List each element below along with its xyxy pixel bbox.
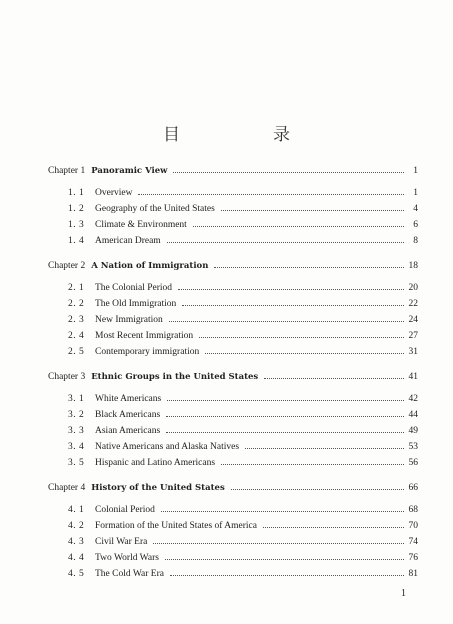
chapter-number-value: 3 <box>80 372 86 382</box>
section-page: 68 <box>408 505 418 515</box>
section-number: 4. 3 <box>68 537 85 547</box>
chapter-number-value: 2 <box>80 261 86 271</box>
section-page: 6 <box>413 220 418 230</box>
section-title: Contemporary immigration <box>95 347 200 357</box>
leader-dots <box>221 464 404 465</box>
chapter-title: A Nation of Immigration <box>91 261 209 271</box>
section-number: 3. 1 <box>68 394 85 404</box>
section-page: 44 <box>408 410 418 420</box>
section-number: 2. 1 <box>68 283 85 293</box>
section-page: 49 <box>408 426 418 436</box>
leader-dots <box>138 194 404 195</box>
leader-dots <box>167 242 404 243</box>
toc-section-row[interactable] <box>48 185 418 201</box>
leader-dots <box>161 511 404 512</box>
toc-section-row[interactable] <box>48 550 418 566</box>
leader-dots <box>245 448 404 449</box>
chapter-label: Chapter <box>48 372 79 382</box>
toc-section-row[interactable] <box>48 296 418 312</box>
section-title: The Old Immigration <box>95 299 177 309</box>
section-page: 24 <box>408 315 418 325</box>
section-title: Colonial Period <box>95 505 155 515</box>
toc-section-row[interactable] <box>48 280 418 296</box>
toc-section-row[interactable] <box>48 423 418 439</box>
toc-chapter-row[interactable] <box>48 369 418 385</box>
section-title: Climate & Environment <box>95 220 187 230</box>
chapter-title: Ethnic Groups in the United States <box>91 372 259 382</box>
chapter-page: 1 <box>413 166 418 176</box>
toc-section-row[interactable] <box>48 391 418 407</box>
chapter-number <box>48 258 85 274</box>
toc-chapter-row[interactable] <box>48 163 418 179</box>
toc-section-row[interactable] <box>48 312 418 328</box>
leader-dots <box>153 543 404 544</box>
chapter-label: Chapter <box>48 166 79 176</box>
section-page: 22 <box>408 299 418 309</box>
leader-dots <box>166 416 404 417</box>
leader-dots <box>221 210 404 211</box>
section-page: 31 <box>408 347 418 357</box>
toc-section-row[interactable] <box>48 455 418 471</box>
leader-dots <box>214 267 404 268</box>
page-title: 目 录 <box>163 125 328 144</box>
chapter-label: Chapter <box>48 261 79 271</box>
section-number: 4. 2 <box>68 521 85 531</box>
section-title: New Immigration <box>95 315 163 325</box>
leader-dots <box>231 489 404 490</box>
section-number: 2. 4 <box>68 331 85 341</box>
section-title: White Americans <box>95 394 162 404</box>
section-number: 1. 3 <box>68 220 85 230</box>
section-title: Overview <box>95 188 133 198</box>
leader-dots <box>173 172 404 173</box>
section-number: 2. 5 <box>68 347 85 357</box>
leader-dots <box>182 305 404 306</box>
leader-dots <box>205 353 404 354</box>
section-number: 4. 1 <box>68 505 85 515</box>
chapter-page: 66 <box>408 483 418 493</box>
section-number: 3. 3 <box>68 426 85 436</box>
leader-dots <box>165 559 404 560</box>
section-title: Civil War Era <box>95 537 148 547</box>
section-page: 70 <box>408 521 418 531</box>
section-page: 56 <box>408 458 418 468</box>
toc-chapter-row[interactable] <box>48 480 418 496</box>
table-of-contents <box>48 163 418 582</box>
section-number: 3. 5 <box>68 458 85 468</box>
section-title: Two World Wars <box>95 553 159 563</box>
toc-chapter-row[interactable] <box>48 258 418 274</box>
toc-section-row[interactable] <box>48 217 418 233</box>
chapter-number <box>48 163 85 179</box>
chapter-title: Panoramic View <box>91 166 168 176</box>
chapter-page: 18 <box>408 261 418 271</box>
leader-dots <box>178 289 404 290</box>
chapter-number-value: 4 <box>80 483 86 493</box>
toc-section-row[interactable] <box>48 518 418 534</box>
section-number: 1. 4 <box>68 236 85 246</box>
leader-dots <box>166 432 404 433</box>
section-title: Asian Americans <box>95 426 161 436</box>
leader-dots <box>169 321 404 322</box>
toc-section-row[interactable] <box>48 502 418 518</box>
section-page: 42 <box>408 394 418 404</box>
toc-section-row[interactable] <box>48 344 418 360</box>
section-title: Most Recent Immigration <box>95 331 194 341</box>
chapter-number-value: 1 <box>80 166 86 176</box>
toc-section-row[interactable] <box>48 534 418 550</box>
section-page: 27 <box>408 331 418 341</box>
toc-section-row[interactable] <box>48 233 418 249</box>
section-number: 3. 4 <box>68 442 85 452</box>
section-title: Black Americans <box>95 410 161 420</box>
leader-dots <box>167 400 404 401</box>
section-page: 8 <box>413 236 418 246</box>
page-number: 1 <box>401 588 406 599</box>
leader-dots <box>193 226 404 227</box>
section-page: 76 <box>408 553 418 563</box>
leader-dots <box>170 575 404 576</box>
section-page: 74 <box>408 537 418 547</box>
section-title: Native Americans and Alaska Natives <box>95 442 240 452</box>
toc-section-row[interactable] <box>48 201 418 217</box>
toc-section-row[interactable] <box>48 566 418 582</box>
section-title: Hispanic and Latino Americans <box>95 458 216 468</box>
chapter-title: History of the United States <box>91 483 225 493</box>
toc-section-row[interactable] <box>48 407 418 423</box>
leader-dots <box>199 337 404 338</box>
section-number: 2. 2 <box>68 299 85 309</box>
section-number: 1. 2 <box>68 204 85 214</box>
section-title: The Cold War Era <box>95 569 164 579</box>
toc-section-row[interactable] <box>48 328 418 344</box>
section-page: 81 <box>408 569 418 579</box>
section-number: 1. 1 <box>68 188 85 198</box>
section-number: 2. 3 <box>68 315 85 325</box>
section-page: 4 <box>413 204 418 214</box>
section-page: 1 <box>413 188 418 198</box>
section-title: American Dream <box>95 236 161 246</box>
chapter-page: 41 <box>408 372 418 382</box>
section-number: 4. 4 <box>68 553 85 563</box>
section-page: 53 <box>408 442 418 452</box>
section-number: 3. 2 <box>68 410 85 420</box>
section-number: 4. 5 <box>68 569 85 579</box>
chapter-number <box>48 369 85 385</box>
leader-dots <box>264 378 404 379</box>
section-page: 20 <box>408 283 418 293</box>
leader-dots <box>263 527 404 528</box>
toc-section-row[interactable] <box>48 439 418 455</box>
section-title: Geography of the United States <box>95 204 215 214</box>
chapter-label: Chapter <box>48 483 79 493</box>
section-title: The Colonial Period <box>95 283 173 293</box>
chapter-number <box>48 480 85 496</box>
section-title: Formation of the United States of America <box>95 521 257 531</box>
